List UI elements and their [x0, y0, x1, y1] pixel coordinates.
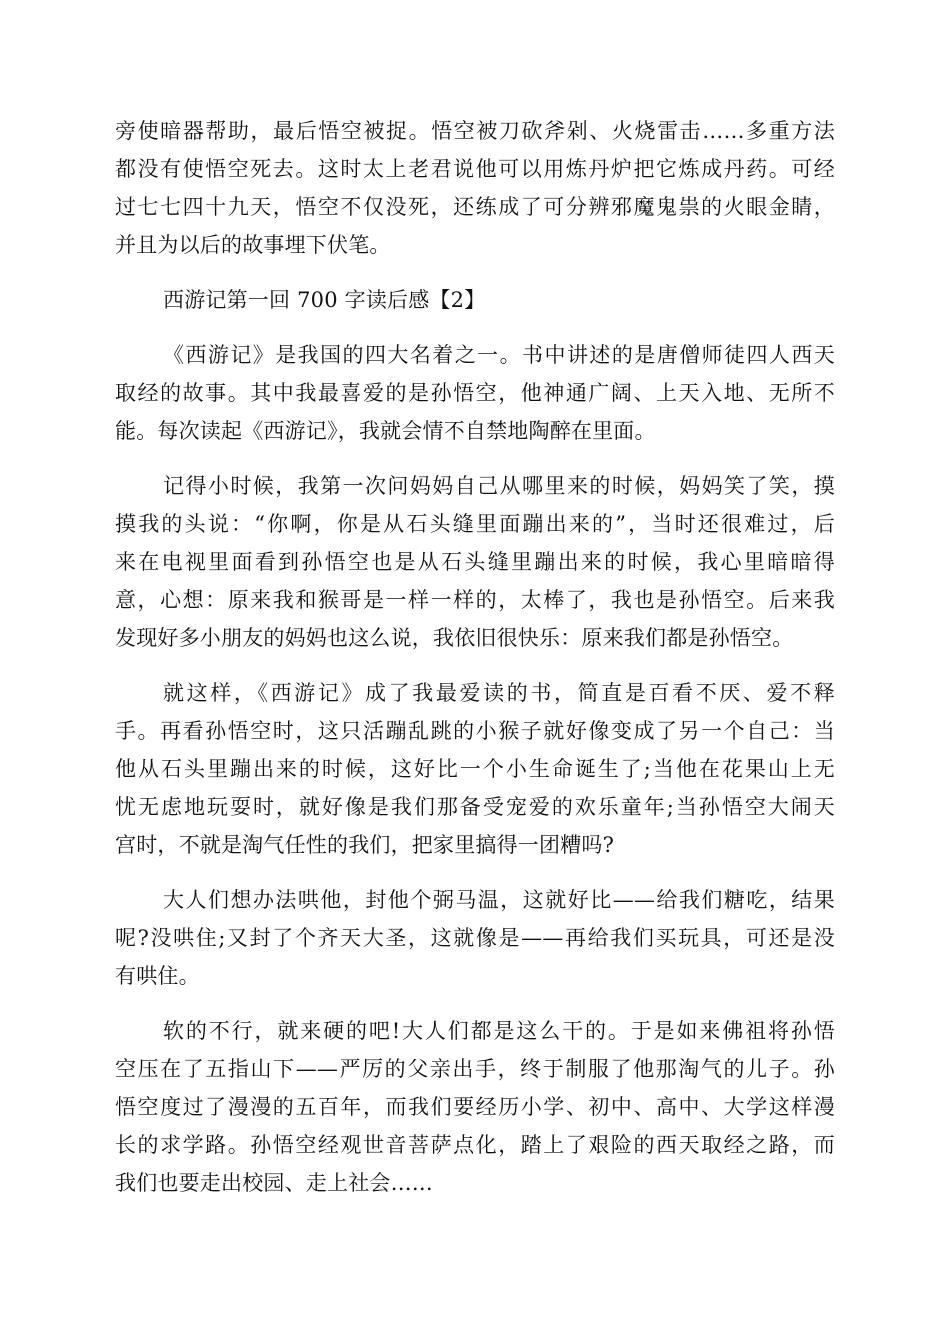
- paragraph-line: 大人们想办法哄他，封他个弼马温，这就好比——给我们糖吃，结果: [163, 888, 835, 912]
- paragraph-line: 来在电视里面看到孙悟空也是从石头缝里蹦出来的时候，我心里暗暗得: [115, 550, 835, 574]
- paragraph-line: 就这样，《西游记》成了我最爱读的书，简直是百看不厌、爱不释: [163, 681, 835, 705]
- paragraph-line: 旁使暗器帮助，最后悟空被捉。悟空被刀砍斧剁、火烧雷击……多重方法: [115, 119, 835, 143]
- paragraph-line: 悟空度过了漫漫的五百年，而我们要经历小学、初中、高中、大学这样漫: [115, 1095, 835, 1119]
- paragraph-line: 过七七四十九天，悟空不仅没死，还练成了可分辨邪魔鬼祟的火眼金睛，: [115, 195, 835, 219]
- paragraph-line: 能。每次读起《西游记》，我就会情不自禁地陶醉在里面。: [115, 419, 656, 443]
- paragraph-line: 手。再看孙悟空时，这只活蹦乱跳的小猴子就好像变成了另一个自己：当: [115, 719, 835, 743]
- paragraph-line: 宫时，不就是淘气任性的我们，把家里搞得一团糟吗?: [115, 833, 615, 857]
- paragraph-line: 摸我的头说：“你啊，你是从石头缝里面蹦出来的”，当时还很难过，后: [115, 512, 835, 536]
- paragraph-line: 呢?没哄住;又封了个齐天大圣，这就像是——再给我们买玩具，可还是没: [115, 926, 835, 950]
- paragraph-line: 取经的故事。其中我最喜爱的是孙悟空，他神通广阔、上天入地、无所不: [115, 381, 835, 405]
- section-heading: 西游记第一回 700 字读后感【2】: [163, 288, 486, 312]
- paragraph-line: 《西游记》是我国的四大名着之一。书中讲述的是唐僧师徒四人西天: [163, 343, 835, 367]
- paragraph-line: 有哄住。: [115, 964, 200, 988]
- paragraph-line: 空压在了五指山下——严厉的父亲出手，终于制服了他那淘气的儿子。孙: [115, 1057, 835, 1081]
- paragraph-line: 忧无虑地玩耍时，就好像是我们那备受宠爱的欢乐童年;当孙悟空大闹天: [115, 795, 835, 819]
- paragraph-line: 都没有使悟空死去。这时太上老君说他可以用炼丹炉把它炼成丹药。可经: [115, 157, 835, 181]
- paragraph-line: 他从石头里蹦出来的时候，这好比一个小生命诞生了;当他在花果山上无: [115, 757, 835, 781]
- paragraph-line: 发现好多小朋友的妈妈也这么说，我依旧很快乐：原来我们都是孙悟空。: [115, 626, 794, 650]
- paragraph-line: 记得小时候，我第一次问妈妈自己从哪里来的时候，妈妈笑了笑，摸: [163, 474, 835, 498]
- paragraph-line: 软的不行，就来硬的吧!大人们都是这么干的。于是如来佛祖将孙悟: [163, 1019, 835, 1043]
- paragraph-line: 长的求学路。孙悟空经观世音菩萨点化，踏上了艰险的西天取经之路，而: [115, 1133, 835, 1157]
- paragraph-line: 并且为以后的故事埋下伏笔。: [115, 233, 391, 257]
- paragraph-line: 我们也要走出校园、走上社会……: [115, 1171, 433, 1195]
- paragraph-line: 意，心想：原来我和猴哥是一样一样的，太棒了，我也是孙悟空。后来我: [115, 588, 835, 612]
